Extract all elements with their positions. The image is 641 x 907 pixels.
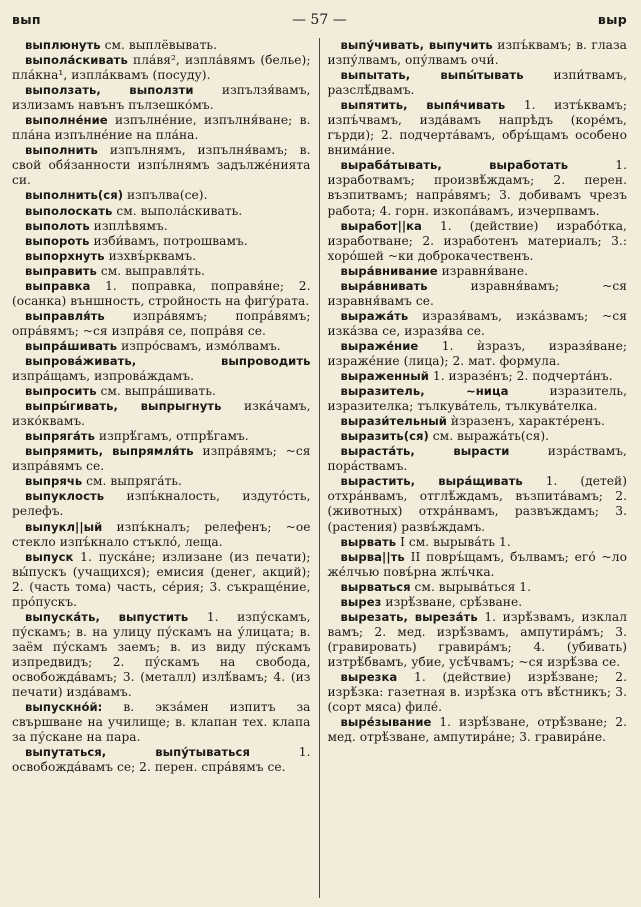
page-header bbox=[12, 12, 627, 36]
entry-headword: выпуска́ть, выпустить bbox=[25, 609, 189, 624]
entry-headword: выправка bbox=[25, 278, 91, 293]
dictionary-entry bbox=[328, 535, 628, 550]
entry-definition: 1. изрѣ́звамъ, изклал вамъ; 2. мед. изрѣ́звамъ, ампутира́мъ; 3. (гравировать) гравира́мъ; 4. (убивать) изтрѣ́бвамъ, убие, усѣ́чвамъ; ~ся изрѣ́зва се. bbox=[327, 609, 627, 669]
entry-headword: выпрячь bbox=[25, 474, 83, 489]
entry-definition: I см. вырыва́ть 1. bbox=[396, 534, 511, 549]
entry-definition: 1. изтъ́квамъ; изпъ́чвамъ, изда́вамъ напрѣдъ (коре́мъ, гърди); 2. подчерта́вамъ, обръ́щамъ особено внима́ние. bbox=[327, 98, 627, 158]
entry-definition: изрѣ́зване, срѣ́зване. bbox=[381, 594, 523, 609]
entry-headword: выпола́скивать bbox=[25, 53, 128, 68]
entry-definition: изпъ́кналость, издуто́сть, релефъ. bbox=[12, 489, 311, 519]
dictionary-entry bbox=[328, 670, 628, 715]
entry-headword: выработ||ка bbox=[340, 218, 422, 233]
entry-headword: выполоскать bbox=[25, 203, 113, 218]
entry-definition: изравня́вамъ; ~ся изравня́вамъ се. bbox=[327, 278, 627, 308]
dictionary-entry bbox=[328, 279, 628, 309]
entry-definition: 1. ѝзразъ, изразя́ване; израже́ние (лица); 2. мат. формула. bbox=[327, 338, 627, 368]
dictionary-entry bbox=[328, 309, 628, 339]
entry-definition: изпра́щамъ, изпрова́ждамъ. bbox=[12, 369, 194, 384]
entry-definition: изпра́вямъ; попра́вямъ; опра́вямъ; ~ся изпра́вя се, попра́вя се. bbox=[12, 308, 311, 338]
entry-definition: см. выпра́шивать. bbox=[96, 384, 216, 399]
entry-headword: выража́ть bbox=[340, 308, 409, 323]
entry-definition: изка́чамъ, изко́квамъ. bbox=[12, 399, 311, 429]
entry-headword: выраба́тывать, выработать bbox=[340, 158, 569, 173]
left-running-head: вып bbox=[12, 12, 41, 27]
dictionary-entry bbox=[12, 279, 311, 309]
dictionary-entry bbox=[328, 610, 628, 670]
dictionary-entry bbox=[12, 143, 311, 188]
entry-headword: выпросить bbox=[25, 384, 97, 399]
dictionary-entry bbox=[12, 53, 311, 83]
entry-headword: вырезка bbox=[340, 669, 398, 684]
entry-definition: 1. изработвамъ; произвѣ́ждамъ; 2. перен. възпитвамъ; напра́вямъ; 3. добивамъ чрезъ работа; 4. горн. изкопа́вамъ, изчерпвамъ. bbox=[327, 158, 627, 218]
dictionary-entry bbox=[12, 444, 311, 474]
entry-headword: выпуск bbox=[25, 549, 74, 564]
dictionary-entry bbox=[328, 414, 628, 429]
dictionary-entry bbox=[12, 550, 311, 610]
entry-headword: выраже́ние bbox=[340, 338, 419, 353]
left-column bbox=[12, 38, 320, 898]
entry-definition: изразя́вамъ, изка́звамъ; ~ся изка́зва се, изразя́ва се. bbox=[327, 308, 627, 338]
entry-definition: 1. (детей) отхра́нвамъ, отглѣ́ждамъ, възпита́вамъ; 2. (животных) отхра́нвамъ, развъждамъ; 3. (растения) развъ́ждамъ. bbox=[327, 474, 627, 534]
entry-headword: выпятить, выпя́чивать bbox=[340, 98, 506, 113]
dictionary-entry bbox=[12, 520, 311, 550]
dictionary-entry bbox=[12, 700, 311, 745]
entry-definition: 1. (действие) израбо́тка, изработване; 2. изработенъ материалъ; 3.: хоро́шей ~ки доброкачественъ. bbox=[327, 218, 627, 263]
entry-headword: выпутаться, выпу́тываться bbox=[25, 745, 250, 760]
page-number: — 57 — bbox=[291, 12, 347, 28]
entry-definition: см. выпряга́ть. bbox=[82, 474, 182, 489]
entry-headword: выразить(ся) bbox=[340, 429, 429, 444]
entry-definition: изпи́твамъ, разслѣ́двамъ. bbox=[327, 68, 627, 98]
right-running-head: выр bbox=[597, 12, 627, 27]
dictionary-entry bbox=[12, 204, 311, 219]
dictionary-entry bbox=[328, 550, 628, 580]
entry-headword: выпукл||ый bbox=[25, 519, 103, 534]
dictionary-entry bbox=[12, 38, 311, 53]
entry-headword: выра́внивание bbox=[340, 263, 438, 278]
entry-definition: ѝзразенъ, характе́ренъ. bbox=[446, 414, 605, 429]
dictionary-entry bbox=[328, 595, 628, 610]
dictionary-entry bbox=[328, 264, 628, 279]
entry-definition: изпъ́квамъ; в. глаза изпу́лвамъ, опу́лвамъ очи́. bbox=[327, 38, 627, 68]
entry-definition: 1. изразе́нъ; 2. подчерта́нъ. bbox=[428, 369, 613, 384]
dictionary-entry bbox=[12, 429, 311, 444]
dictionary-entry bbox=[328, 384, 628, 414]
entry-headword: выпорхнуть bbox=[25, 248, 105, 263]
entry-definition: см. выправля́ть. bbox=[96, 263, 205, 278]
entry-definition: изхвъ́рквамъ. bbox=[104, 248, 197, 263]
entry-headword: вырастить, выра́щивать bbox=[340, 474, 523, 489]
dictionary-entry bbox=[328, 429, 628, 444]
dictionary-entry bbox=[12, 264, 311, 279]
right-column bbox=[320, 38, 628, 898]
entry-definition: изпъ́кналъ; релефенъ; ~ое стекло изпъ́кнало стъкло́, леща. bbox=[12, 519, 311, 549]
entry-headword: выползать, выползти bbox=[25, 83, 194, 98]
dictionary-entry bbox=[12, 188, 311, 203]
dictionary-entry bbox=[328, 339, 628, 369]
entry-headword: выпороть bbox=[25, 233, 90, 248]
entry-headword: вырва||ть bbox=[340, 549, 405, 564]
dictionary-entry bbox=[328, 444, 628, 474]
entry-headword: выпрова́живать, выпроводить bbox=[25, 353, 311, 368]
entry-headword: выполоть bbox=[25, 218, 90, 233]
dictionary-entry bbox=[328, 38, 628, 68]
dictionary-entry bbox=[12, 234, 311, 249]
dictionary-entry bbox=[328, 98, 628, 158]
entry-definition: изпълнямъ, изпълня́вамъ; в. свой обя́занности изпъ́лнямъ задълже́нията си. bbox=[12, 143, 311, 188]
entry-definition: изпра́вямъ; ~ся изпра́вямъ се. bbox=[12, 444, 311, 474]
entry-headword: выпрямить, выпрямля́ть bbox=[25, 444, 194, 459]
dictionary-entry bbox=[328, 68, 628, 98]
entry-headword: выпра́шивать bbox=[25, 338, 118, 353]
entry-definition: см. выпола́скивать. bbox=[112, 203, 243, 218]
entry-headword: выполне́ние bbox=[25, 113, 108, 128]
entry-headword: вырваться bbox=[340, 579, 411, 594]
entry-definition: 1. изпу́скамъ, пу́скамъ; в. на улицу пу́скамъ на у́лицата; в. заём пу́скамъ заемъ; в. из виду пу́скамъ изпредвидъ; 2. пу́скамъ на свобода, освобожда́вамъ; 3. (металл) излѣ́вамъ; 4. (из печати) изда́вамъ. bbox=[12, 609, 311, 700]
entry-headword: выправля́ть bbox=[25, 308, 105, 323]
dictionary-entry bbox=[12, 610, 311, 700]
entry-definition: изпро́свамъ, измо́лвамъ. bbox=[117, 338, 281, 353]
dictionary-entry bbox=[328, 158, 628, 218]
dictionary-entry bbox=[328, 219, 628, 264]
dictionary-entry bbox=[12, 309, 311, 339]
dictionary-entry bbox=[328, 369, 628, 384]
entry-definition: в. экза́мен изпитъ за свършване на училище; в. клапан тех. клапа за пу́скане на пара. bbox=[12, 700, 311, 745]
entry-definition: изпълне́ние, изпълня́ване; в. пла́на изпълне́ние на пла́на. bbox=[12, 113, 311, 143]
entry-headword: выполнить bbox=[25, 143, 98, 158]
entry-headword: выправить bbox=[25, 263, 97, 278]
entry-definition: 1. изрѣ́зване, отрѣ́зване; 2. мед. отрѣ́зване, ампутира́не; 3. гравира́не. bbox=[327, 715, 627, 745]
entry-definition: изра́ствамъ, пора́ствамъ. bbox=[327, 444, 627, 474]
entry-definition: пла́вя², изпла́вямъ (белье); пла́кна¹, изпла́квамъ (посуду). bbox=[12, 53, 311, 83]
dictionary-entry bbox=[12, 474, 311, 489]
dictionary-entry bbox=[12, 745, 311, 775]
entry-headword: вырезать, выреза́ть bbox=[340, 609, 478, 624]
entry-definition: изпрѣ́гамъ, отпрѣ́гамъ. bbox=[94, 429, 249, 444]
entry-headword: вырез bbox=[340, 594, 382, 609]
dictionary-entry bbox=[12, 249, 311, 264]
entry-definition: II повръ́щамъ, бълвамъ; его́ ~ло же́лчью повъ́рна жлъ́чка. bbox=[327, 549, 627, 579]
dictionary-entry bbox=[12, 489, 311, 519]
entry-headword: выпры́гивать, выпрыгнуть bbox=[25, 399, 222, 414]
columns bbox=[12, 38, 627, 898]
entry-headword: выпряга́ть bbox=[25, 429, 95, 444]
entry-headword: выпускно́й: bbox=[25, 700, 103, 715]
entry-definition: 1. пуска́не; излизане (из печати); вы́пускъ (учащихся); емисия (денег, акций); 2. (часть тома) часть, се́рия; 3. съкраще́ние, про́пускъ. bbox=[12, 549, 311, 609]
dictionary-entry bbox=[12, 113, 311, 143]
entry-definition: изпълзя́вамъ, излизамъ навънъ пълзешко́мъ. bbox=[12, 83, 311, 113]
entry-headword: выпытать, выпы́тывать bbox=[340, 68, 524, 83]
dictionary-entry bbox=[12, 219, 311, 234]
dictionary-entry bbox=[328, 580, 628, 595]
entry-definition: см. выплёвывать. bbox=[100, 38, 218, 52]
entry-headword: выполнить(ся) bbox=[25, 188, 124, 203]
entry-headword: выпу́чивать, выпучить bbox=[340, 38, 493, 52]
entry-definition: изравня́ване. bbox=[437, 263, 529, 278]
entry-headword: выпуклость bbox=[25, 489, 105, 504]
entry-definition: изби́вамъ, потрошвамъ. bbox=[89, 233, 248, 248]
entry-definition: 1. поправка, поправя́не; 2. (осанка) външность, стройность на фигу́рата. bbox=[12, 278, 311, 308]
entry-headword: выраста́ть, вырасти bbox=[340, 444, 510, 459]
dictionary-entry bbox=[328, 474, 628, 534]
entry-headword: выра́внивать bbox=[340, 278, 428, 293]
entry-definition: см. вырыва́ться 1. bbox=[410, 579, 532, 594]
dictionary-entry bbox=[12, 354, 311, 384]
entry-headword: выре́зывание bbox=[340, 715, 432, 730]
entry-headword: выплюнуть bbox=[25, 38, 101, 52]
entry-definition: 1. (действие) изрѣ́зване; 2. изрѣ́зка: газетная в. изрѣ́зка отъ вѣ́стникъ; 3. (сорт мяса) филе́. bbox=[327, 669, 627, 715]
dictionary-entry bbox=[12, 399, 311, 429]
entry-definition: изплѣвямъ. bbox=[89, 218, 168, 233]
dictionary-entry bbox=[12, 384, 311, 399]
dictionary-entry bbox=[12, 339, 311, 354]
entry-headword: вырази́тельный bbox=[340, 414, 447, 429]
entry-definition: см. выража́ть(ся). bbox=[428, 429, 550, 444]
entry-definition: изразитель, изразителка; тълкува́тель, тълкува́телка. bbox=[327, 384, 627, 414]
entry-headword: выразитель, ~ница bbox=[340, 384, 509, 399]
entry-headword: выраженный bbox=[340, 369, 429, 384]
entry-definition: 1. освобожда́вамъ се; 2. перен. спра́вямъ се. bbox=[12, 745, 311, 775]
entry-headword: вырвать bbox=[340, 534, 397, 549]
dictionary-entry bbox=[12, 83, 311, 113]
dictionary-entry bbox=[328, 715, 628, 745]
entry-definition: изпълва(се). bbox=[123, 188, 208, 203]
